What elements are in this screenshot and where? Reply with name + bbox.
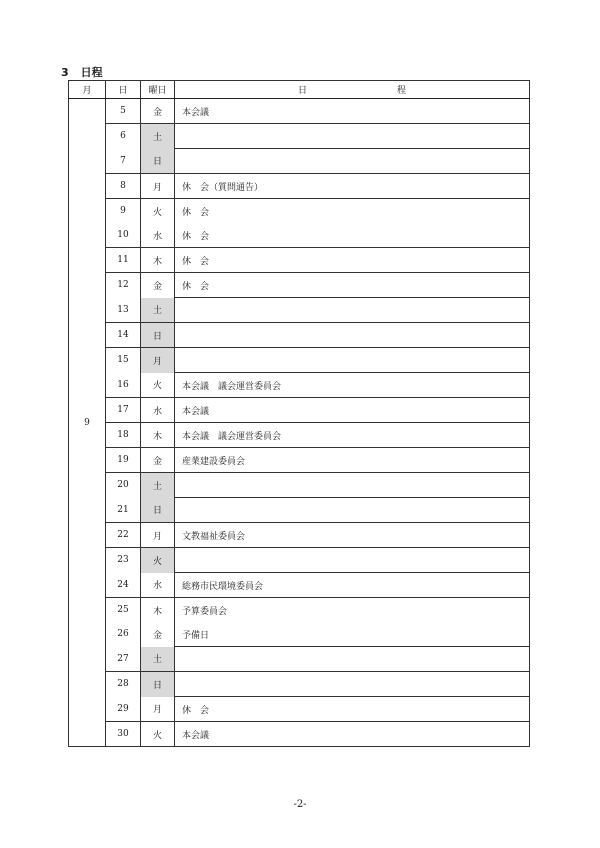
table-row [69,598,530,623]
weekday-cell: 水 [141,398,175,423]
day-cell: 27 [106,647,141,672]
weekday-cell: 月 [141,697,175,722]
event-cell: 本会議 議会運営委員会 [175,423,530,448]
table-row [69,124,530,149]
table-row [69,448,530,473]
day-cell: 30 [106,722,141,747]
weekday-cell: 木 [141,598,175,623]
day-cell: 18 [106,423,141,448]
day-cell: 24 [106,573,141,598]
event-cell: 総務市民環境委員会 [175,573,530,598]
table-row [69,323,530,348]
weekday-cell: 金 [141,273,175,298]
day-cell: 22 [106,523,141,548]
table-row [69,199,530,224]
table-row [69,174,530,199]
weekday-cell: 月 [141,523,175,548]
table-row [69,423,530,448]
header-event-char-1: 日 [297,86,307,96]
weekday-cell: 木 [141,423,175,448]
day-cell: 28 [106,672,141,697]
event-cell [175,672,530,697]
event-cell: 本会議 [175,99,530,124]
event-cell [175,149,530,174]
table-row [69,273,530,298]
event-cell: 予備日 [175,622,530,647]
table-row [69,672,530,697]
schedule-table [68,80,530,747]
event-cell [175,498,530,523]
event-cell [175,348,530,373]
weekday-cell: 水 [141,573,175,598]
event-cell: 休 会 [175,199,530,224]
table-row [69,647,530,672]
header-month: 月 [69,81,106,99]
table-row [69,298,530,323]
table-row [69,248,530,273]
event-cell [175,323,530,348]
day-cell: 13 [106,298,141,323]
table-row [69,348,530,373]
day-cell: 15 [106,348,141,373]
weekday-cell: 火 [141,548,175,573]
day-cell: 25 [106,598,141,623]
weekday-cell: 月 [141,348,175,373]
day-cell: 19 [106,448,141,473]
weekday-cell: 日 [141,498,175,523]
event-cell: 休 会 [175,248,530,273]
weekday-cell: 日 [141,672,175,697]
header-day: 日 [106,81,141,99]
event-cell [175,647,530,672]
table-row [69,722,530,747]
table-row [69,373,530,398]
weekday-cell: 土 [141,473,175,498]
table-row [69,622,530,647]
header-weekday: 曜日 [141,81,175,99]
header-event-char-2: 程 [397,86,407,96]
day-cell: 17 [106,398,141,423]
weekday-cell: 土 [141,124,175,149]
month-cell: 9 [69,99,106,747]
day-cell: 21 [106,498,141,523]
day-cell: 12 [106,273,141,298]
table-row [69,473,530,498]
table-row [69,149,530,174]
weekday-cell: 金 [141,622,175,647]
event-cell [175,124,530,149]
table-row [69,697,530,722]
event-cell: 休 会 [175,273,530,298]
weekday-cell: 火 [141,722,175,747]
weekday-cell: 月 [141,174,175,199]
event-cell: 休 会（質問通告） [175,174,530,199]
event-cell: 休 会 [175,223,530,248]
event-cell: 休 会 [175,697,530,722]
day-cell: 26 [106,622,141,647]
table-row [69,573,530,598]
weekday-cell: 土 [141,647,175,672]
day-cell: 9 [106,199,141,224]
day-cell: 14 [106,323,141,348]
event-cell [175,548,530,573]
event-cell: 文教福祉委員会 [175,523,530,548]
table-row [69,99,530,124]
table-row [69,398,530,423]
table-row [69,548,530,573]
section-number: 3 [61,66,69,79]
day-cell: 16 [106,373,141,398]
weekday-cell: 火 [141,199,175,224]
table-row [69,223,530,248]
weekday-cell: 水 [141,223,175,248]
day-cell: 8 [106,174,141,199]
event-cell [175,473,530,498]
table-row [69,498,530,523]
event-cell: 本会議 [175,722,530,747]
weekday-cell: 金 [141,448,175,473]
weekday-cell: 日 [141,323,175,348]
day-cell: 7 [106,149,141,174]
event-cell [175,298,530,323]
header-row [69,81,530,99]
day-cell: 20 [106,473,141,498]
event-cell: 産業建設委員会 [175,448,530,473]
page-number: -2- [293,799,307,810]
table-row [69,523,530,548]
event-cell: 本会議 議会運営委員会 [175,373,530,398]
header-event [175,81,530,99]
day-cell: 11 [106,248,141,273]
day-cell: 29 [106,697,141,722]
section-heading [61,64,103,80]
weekday-cell: 火 [141,373,175,398]
event-cell: 予算委員会 [175,598,530,623]
weekday-cell: 土 [141,298,175,323]
day-cell: 6 [106,124,141,149]
day-cell: 5 [106,99,141,124]
weekday-cell: 金 [141,99,175,124]
event-cell: 本会議 [175,398,530,423]
section-title: 日程 [80,66,103,79]
day-cell: 10 [106,223,141,248]
weekday-cell: 木 [141,248,175,273]
weekday-cell: 日 [141,149,175,174]
day-cell: 23 [106,548,141,573]
